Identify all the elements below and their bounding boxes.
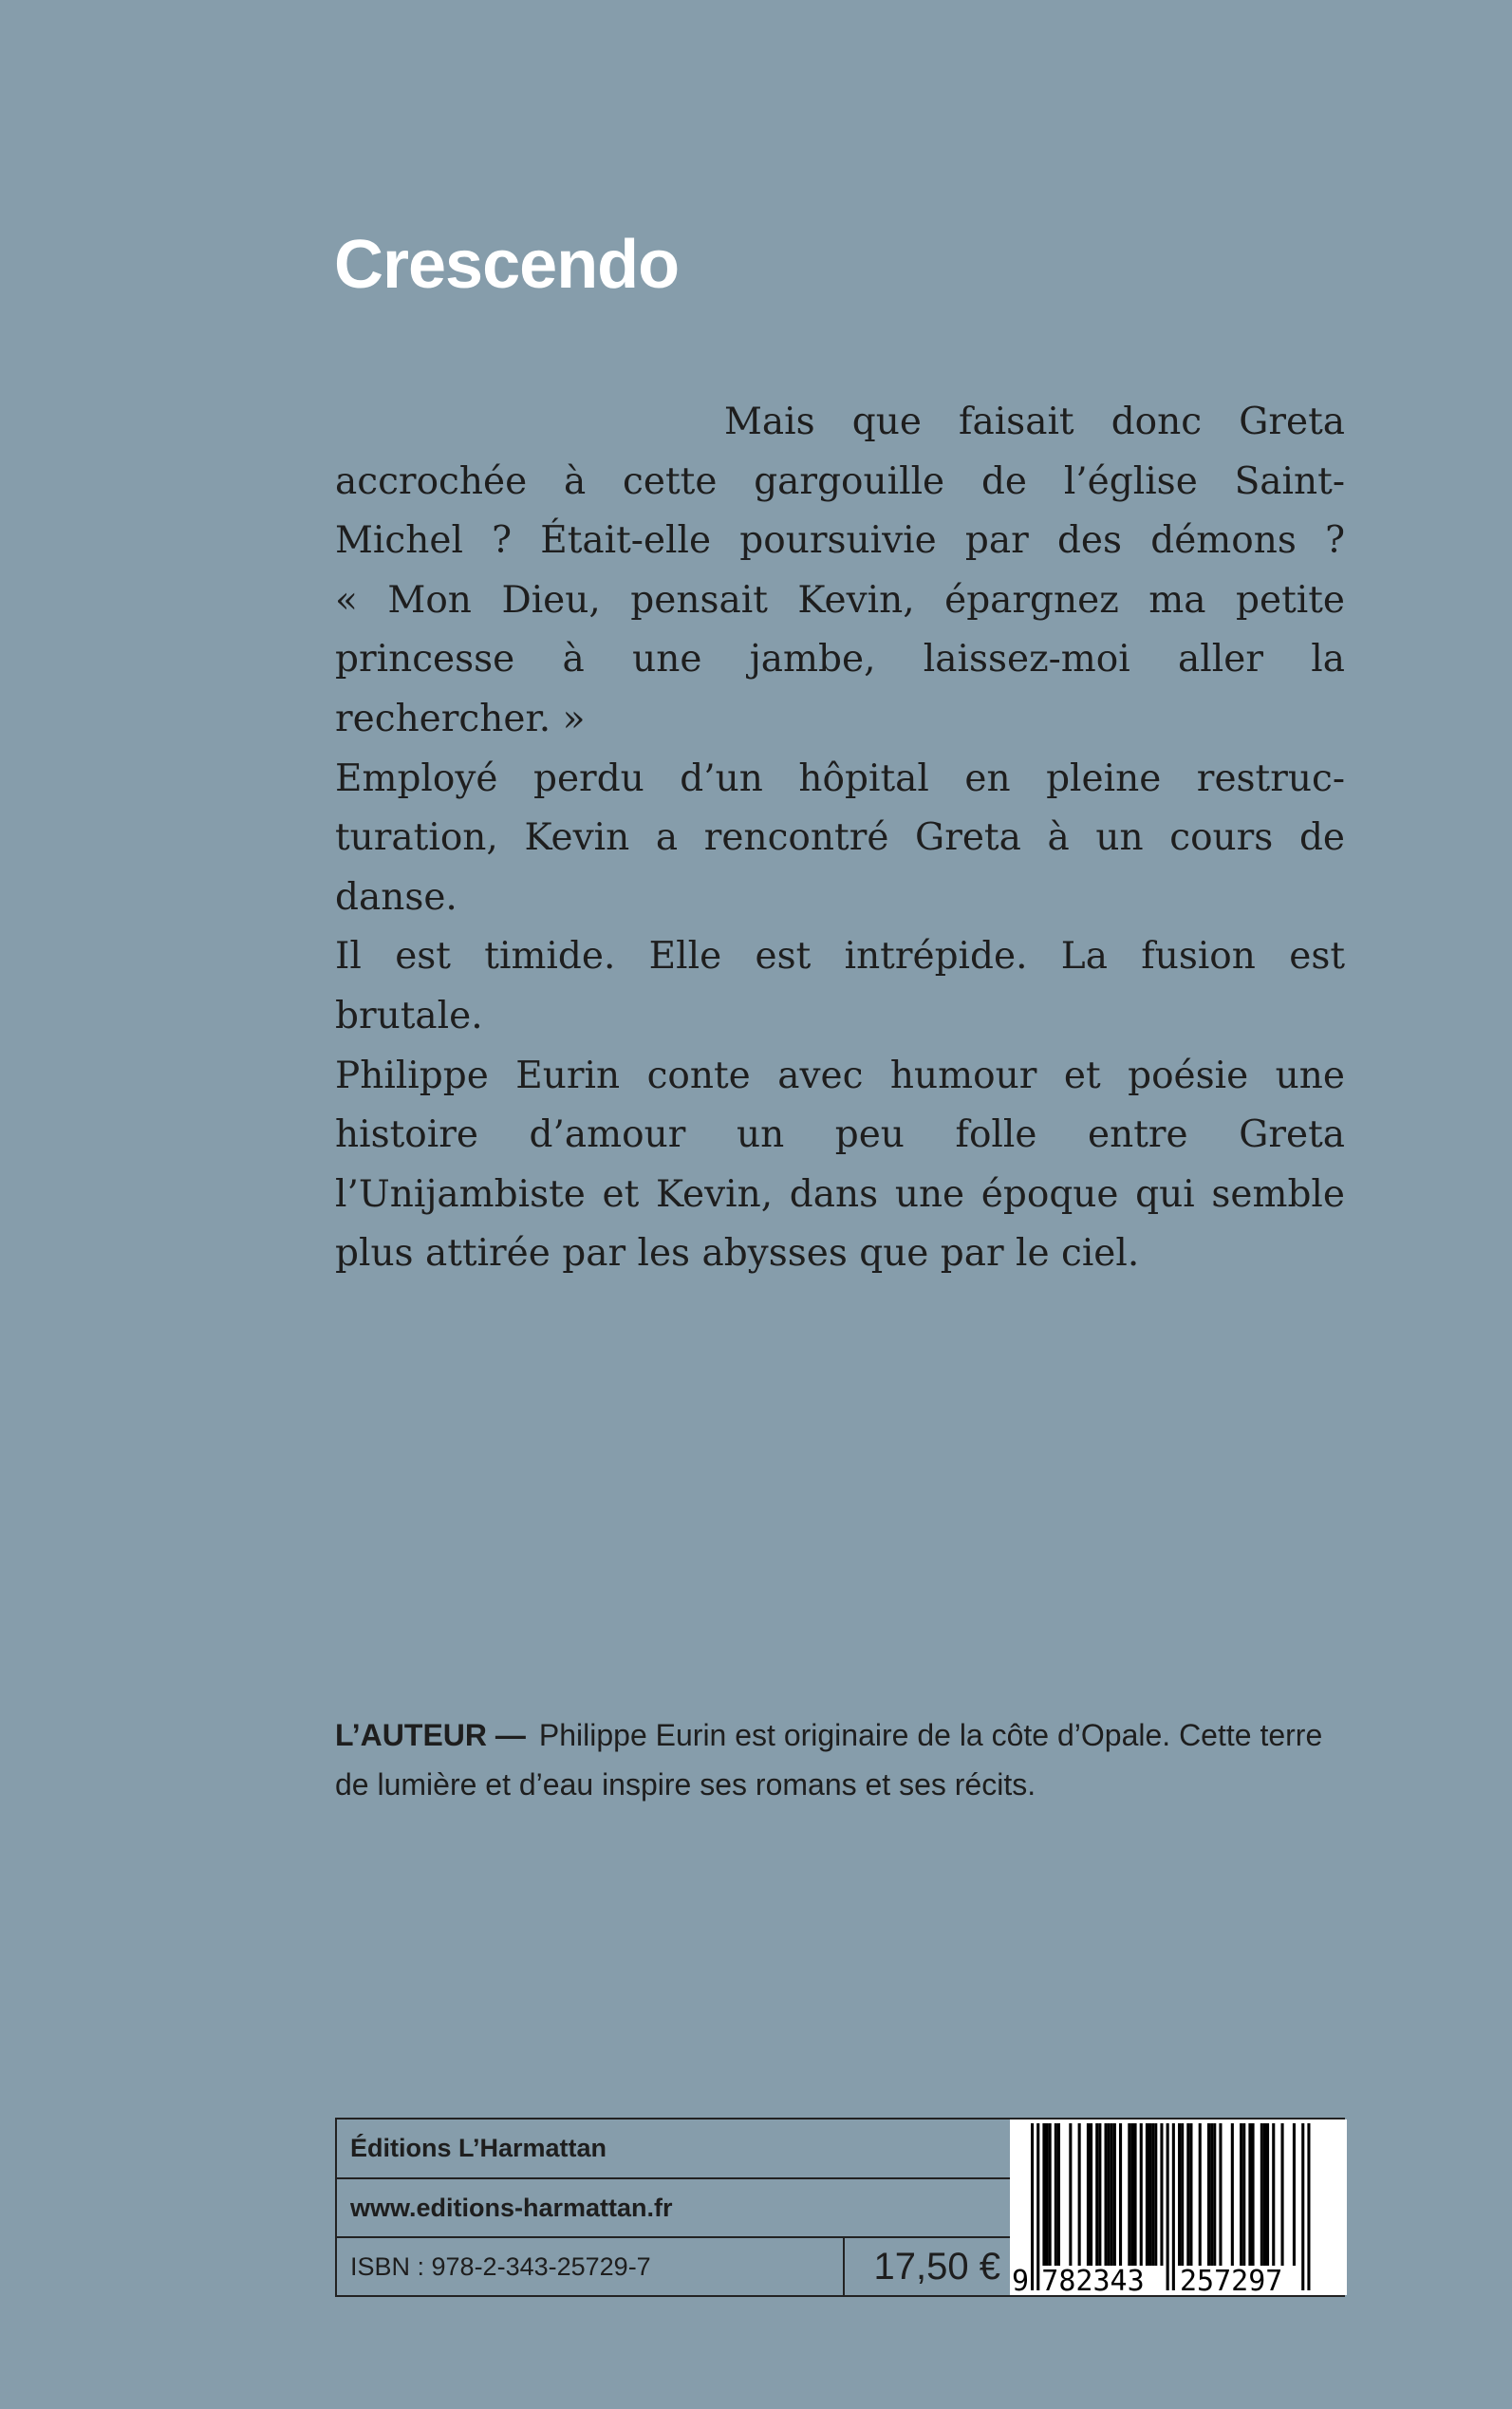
barcode-bar xyxy=(1260,2123,1263,2266)
barcode-bar xyxy=(1119,2123,1122,2266)
blurb-line: danse. xyxy=(335,875,457,919)
blurb-line: « Mon Dieu, pensait Kevin, épargnez ma petite xyxy=(335,578,1345,622)
barcode-digits: 9 xyxy=(1012,2265,1030,2295)
price: 17,50 € xyxy=(843,2238,1010,2295)
blurb-line: princesse à une jambe, laissez-moi aller la xyxy=(335,638,1345,682)
blurb xyxy=(335,393,1345,1284)
barcode-bar xyxy=(1098,2123,1101,2266)
barcode-bar xyxy=(1031,2123,1034,2290)
barcode-bar xyxy=(1049,2123,1052,2266)
barcode-bar xyxy=(1130,2123,1133,2266)
author-label: L’AUTEUR — xyxy=(335,1718,526,1752)
barcode-bar xyxy=(1090,2123,1092,2266)
barcode-bar xyxy=(1148,2123,1151,2266)
barcode-bar xyxy=(1281,2123,1284,2266)
barcode-bar xyxy=(1167,2123,1169,2290)
blurb-line: accrochée à cette gargouille de l’église Saint- xyxy=(335,459,1345,503)
barcode-bar xyxy=(1146,2123,1148,2266)
book-title: Crescendo xyxy=(334,227,680,303)
barcode-bar xyxy=(1242,2123,1245,2266)
blurb-line: Philippe Eurin conte avec humour et poésie une xyxy=(335,1054,1345,1097)
barcode-digits: 782343 xyxy=(1041,2265,1145,2295)
barcode-bar xyxy=(1189,2123,1192,2266)
barcode-bar xyxy=(1113,2123,1116,2266)
barcode-bar xyxy=(1069,2123,1072,2266)
barcode-bar xyxy=(1172,2123,1175,2290)
barcode-bar xyxy=(1055,2123,1057,2266)
barcode-bar xyxy=(1248,2123,1251,2266)
barcode-bar xyxy=(1108,2123,1111,2266)
barcode-bar xyxy=(1293,2123,1296,2266)
barcode-bar xyxy=(1087,2123,1090,2266)
barcode-bar xyxy=(1111,2123,1113,2266)
author-bio xyxy=(335,1710,1351,1809)
barcode-bar xyxy=(1178,2123,1181,2266)
barcode-bar xyxy=(1095,2123,1098,2266)
barcode-bar xyxy=(1078,2123,1081,2266)
barcode-bar xyxy=(1042,2123,1045,2266)
barcode-bar xyxy=(1210,2123,1213,2266)
barcode-bar xyxy=(1140,2123,1143,2266)
blurb-line: turation, Kevin a rencontré Greta à un cours de xyxy=(335,816,1345,860)
barcode-bar xyxy=(1046,2123,1049,2266)
barcode-bar xyxy=(1181,2123,1184,2266)
blurb-line: brutale. xyxy=(335,994,483,1037)
blurb-line: histoire d’amour un peu folle entre Greta xyxy=(335,1113,1345,1157)
barcode-bar xyxy=(1199,2123,1202,2266)
blurb-line: Mais que faisait donc Greta xyxy=(724,401,1345,443)
barcode-bar xyxy=(1160,2123,1163,2266)
barcode-bar xyxy=(1105,2123,1108,2266)
barcode-graphic xyxy=(1010,2120,1347,2295)
barcode-bar xyxy=(1240,2123,1242,2266)
barcode-bar xyxy=(1151,2123,1154,2266)
author-text: Philippe Eurin est originaire de la côte d’Opale. Cette terre de lumière et d’eau inspire ses romans et ses récits. xyxy=(335,1718,1323,1802)
barcode-bar xyxy=(1186,2123,1189,2266)
barcode-bar xyxy=(1134,2123,1137,2266)
blurb-line: Michel ? Était-elle poursuivie par des démons ? xyxy=(335,519,1345,563)
barcode-bar xyxy=(1307,2123,1310,2290)
blurb-line: l’Unijambiste et Kevin, dans une époque qui semble xyxy=(335,1172,1345,1216)
barcode-bar xyxy=(1252,2123,1255,2266)
publisher-name: Éditions L’Harmattan xyxy=(337,2120,1010,2179)
blurb-line: rechercher. » xyxy=(335,697,586,740)
imprint-box xyxy=(335,2118,1345,2297)
barcode-bar xyxy=(1154,2123,1157,2266)
isbn: ISBN : 978-2-343-25729-7 xyxy=(350,2252,651,2281)
barcode-bar xyxy=(1266,2123,1269,2266)
barcode-bar xyxy=(1231,2123,1234,2266)
barcode-bar xyxy=(1272,2123,1275,2266)
blurb-line: Employé perdu d’un hôpital en pleine restruc- xyxy=(335,756,1345,800)
barcode-bar xyxy=(1057,2123,1060,2266)
blurb-line: Il est timide. Elle est intrépide. La fusion est xyxy=(335,935,1345,979)
barcode xyxy=(1010,2120,1347,2295)
barcode-bar xyxy=(1213,2123,1216,2266)
barcode-bar xyxy=(1128,2123,1130,2266)
barcode-bar xyxy=(1219,2123,1222,2266)
barcode-bar xyxy=(1263,2123,1266,2266)
blurb-line: plus attirée par les abysses que par le ciel. xyxy=(335,1232,1140,1276)
barcode-digits: 257297 xyxy=(1180,2265,1283,2295)
publisher-website: www.editions-harmattan.fr xyxy=(337,2179,1010,2238)
barcode-bar xyxy=(1207,2123,1210,2266)
barcode-bar xyxy=(1036,2123,1039,2290)
barcode-bar xyxy=(1301,2123,1304,2290)
